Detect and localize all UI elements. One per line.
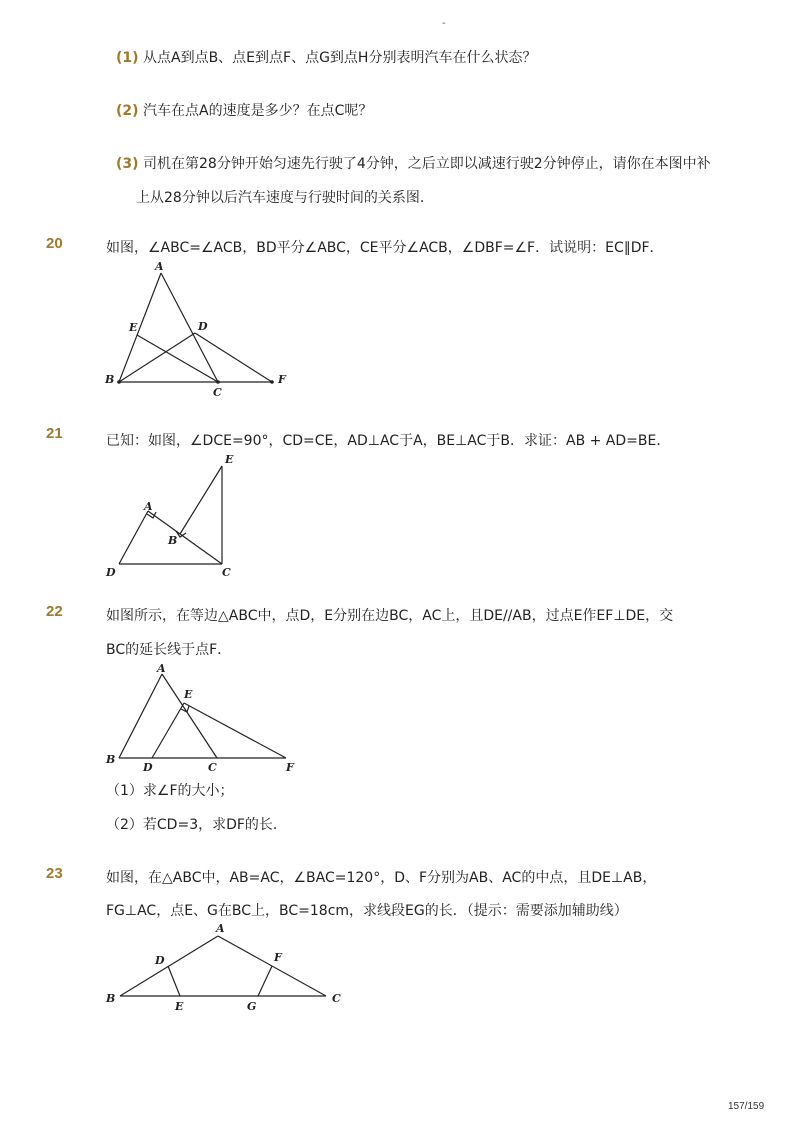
q19-sub2 [116,100,372,120]
q21-text: 已知：如图，∠DCE=90°，CD=CE，AD⊥AC于A，BE⊥AC于B．求证：AB + AD=BE． [106,433,671,449]
q23-label-E: E [175,1000,184,1013]
q21-label-A: A [144,500,153,513]
q23-label-A: A [216,922,225,935]
q23-label-F: F [274,951,282,964]
q21-number: 21 [46,425,63,442]
q20-point-C [216,380,220,384]
q19-sub2-number: (2) [116,103,139,119]
q22-text-b: BC的延长线于点F． [106,642,232,658]
header-dash: - [442,18,446,29]
q20-label-D: D [198,320,208,333]
q20-text: 如图，∠ABC=∠ACB，BD平分∠ABC，CE平分∠ACB，∠DBF=∠F．试说明：EC∥DF． [106,240,664,256]
q22-number: 22 [46,603,63,620]
q20-seg-AB [119,273,161,382]
q22-label-E: E [184,688,193,701]
q23-figure [100,920,360,1015]
q22-sub1: （1）求∠F的大小； [106,783,234,799]
q20-seg-DF [195,333,272,382]
q20-label-F: F [278,373,286,386]
q20-point-F [270,380,274,384]
q19-sub3-text-b: 上从28分钟以后汽车速度与行驶时间的关系图． [136,190,434,206]
q22-seg-AB [119,674,162,758]
q20-label-B: B [105,373,115,386]
page-number: 157/159 [728,1101,765,1112]
q23-label-G: G [247,1000,257,1013]
q22-figure [100,660,310,776]
q21-seg-EB [180,466,222,534]
q20-figure [100,258,300,400]
q21-label-B: B [168,534,178,547]
q19-sub3-number: (3) [116,156,139,172]
q22-label-F: F [286,761,294,774]
q23-text-b: FG⊥AC，点E、G在BC上，BC=18cm，求线段EG的长．（提示：需要添加辅助线） [106,903,628,919]
q22-label-D: D [143,761,153,774]
q23-seg-FG [258,966,272,996]
q23-label-D: D [155,954,165,967]
q20-number: 20 [46,235,63,252]
q23-seg-DE [168,966,180,996]
q23-label-B: B [106,992,116,1005]
q20-label-A: A [155,260,164,273]
q19-sub1-text: 从点A到点B、点E到点F、点G到点H分别表明汽车在什么状态？ [143,50,537,66]
q23-label-C: C [332,992,341,1005]
q22-sub2: （2）若CD=3，求DF的长． [106,817,287,833]
q19-sub3-text-a: 司机在第28分钟开始匀速先行驶了4分钟，之后立即以减速行驶2分钟停止，请你在本图中补 [143,156,711,172]
q21-figure [100,450,250,582]
q23-seg-AB [120,936,218,996]
q20-label-C: C [213,386,222,399]
q22-text-a: 如图所示，在等边△ABC中，点D，E分别在边BC，AC上，且DE//AB，过点E作EF⊥DE，交 [106,608,674,624]
q20-seg-BD [119,333,195,382]
q22-label-C: C [208,761,217,774]
q23-text-a: 如图，在△ABC中，AB=AC，∠BAC=120°，D、F分别为AB、AC的中点，且DE⊥AB， [106,870,657,886]
q19-sub3 [116,153,711,173]
q23-number: 23 [46,865,63,882]
q21-seg-AC [148,511,222,564]
q20-label-E: E [129,321,138,334]
q19-sub1-number: (1) [116,50,139,66]
q21-label-D: D [106,566,116,579]
q21-label-E: E [225,453,234,466]
q22-label-A: A [157,662,166,675]
q22-seg-DE [152,703,184,758]
q20-point-B [117,380,121,384]
q21-seg-DA [119,511,148,564]
q19-sub1 [116,47,536,67]
q21-label-C: C [222,566,231,579]
q22-label-B: B [106,753,116,766]
q19-sub2-text: 汽车在点A的速度是多少？在点C呢？ [143,103,373,119]
